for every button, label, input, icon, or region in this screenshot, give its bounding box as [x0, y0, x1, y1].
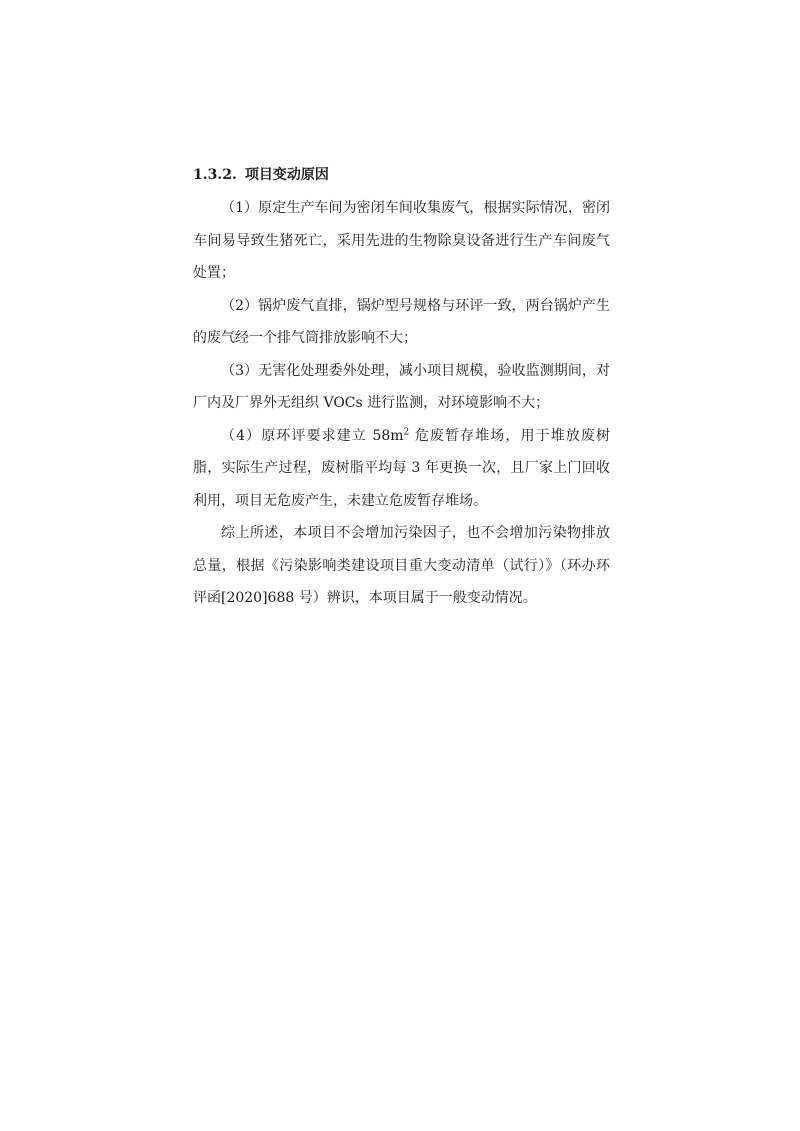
paragraph-3: （3）无害化处理委外处理，减小项目规模，验收监测期间，对厂内及厂界外无组织 VOCs 进行监测，对环境影响不大；: [193, 362, 610, 411]
paragraph-2: （2）锅炉废气直排，锅炉型号规格与环评一致，两台锅炉产生的废气经一个排气筒排放影响不大；: [193, 297, 610, 346]
paragraph-1: （1）原定生产车间为密闭车间收集废气，根据实际情况，密闭车间易导致生猪死亡，采用先进的生物除臭设备进行生产车间废气处置；: [193, 200, 610, 281]
section-heading: [193, 160, 610, 190]
paragraph-4: [193, 420, 610, 518]
area-unit-superscript: 2: [403, 426, 410, 437]
document-body: [193, 160, 610, 615]
section-number: 1.3.2.: [193, 167, 237, 183]
paragraph-summary: 综上所述，本项目不会增加污染因子，也不会增加污染物排放总量，根据《污染影响类建设项目重大变动清单（试行）》（环办环评函[2020]688 号）辨识，本项目属于一般变动情况。: [193, 525, 610, 606]
paragraph-4-rest: 危废暂存堆场，用于堆放废树脂，实际生产过程，废树脂平均每 3 年更换一次，且厂家上门回收利用，项目无危废产生，未建立危废暂存堆场。: [193, 427, 610, 509]
paragraph-4-lead: （4）原环评要求建立 58m: [221, 427, 404, 444]
section-title: 项目变动原因: [244, 167, 329, 183]
